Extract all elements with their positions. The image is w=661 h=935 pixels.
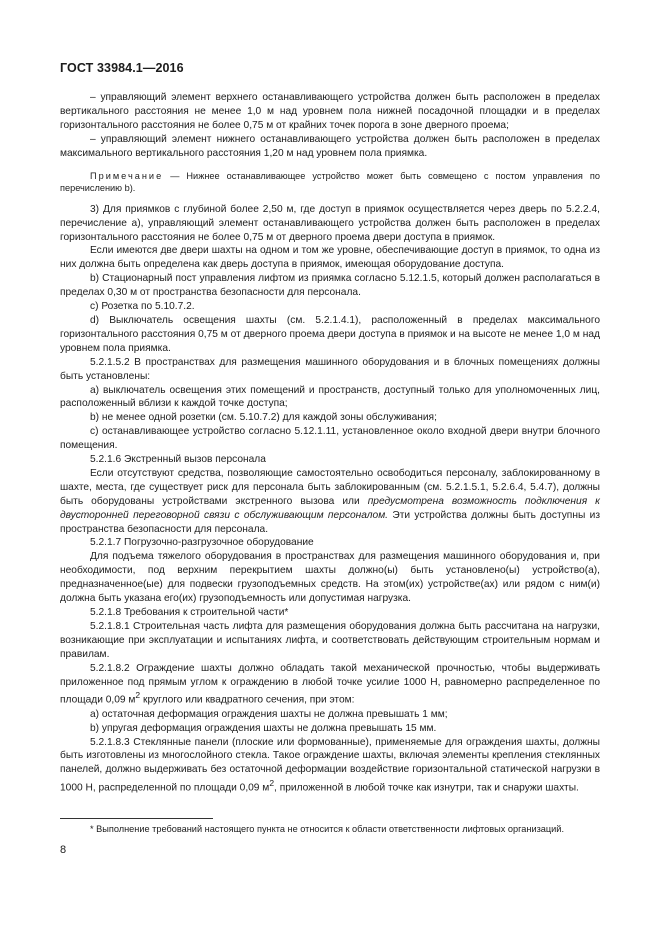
section-heading: 5.2.1.7 Погрузочно-разгрузочное оборудование (90, 537, 314, 549)
paragraph: c) останавливающее устройство согласно 5.12.1.11, установленное около входной двери внутри блочного помещения. (60, 426, 600, 452)
superscript: 2 (135, 690, 141, 701)
glass-paragraph (60, 736, 600, 796)
paragraph: c) Розетка по 5.10.7.2. (90, 301, 195, 313)
paragraph: 5.2.1.8.1 Строительная часть лифта для размещения оборудования должна быть рассчитана на нагрузки, возникающие при эксплуатации и испытаниях лифта, и соответствовать действующим строительным нормам и правилам. (60, 620, 600, 660)
superscript: 2 (269, 778, 275, 789)
footnote-divider (60, 818, 213, 819)
document-body (60, 91, 600, 796)
fence-text: 5.2.1.8.2 Ограждение шахты должно обладать такой механической прочностью, чтобы выдерживать приложенное под прямым углом к ограждению в любой точке усилие 1000 Н, равномерно распределенное по площади 0,09 м (60, 662, 600, 706)
emergency-text: Если отсутствуют средства, позволяющие самостоятельно освободиться персоналу, заблокированному в шахте, места, где существует риск для персонала быть заблокированным (см. 5.2.1.5.1, 5.2.6.4, 5.4.7), должны быть оборудованы устройствами экстренного вызова или (60, 467, 600, 507)
paragraph: b) упругая деформация ограждения шахты не должна превышать 15 мм. (90, 722, 437, 734)
paragraph: – управляющий элемент верхнего останавливающего устройства должен быть расположен в пределах вертикального расстояния не менее 1,0 м над уровнем пола нижней посадочной площадки и в пределах горизонтального расстояния не более 0,75 м от крайних точек порога в зоне дверного проема; (60, 92, 600, 131)
note (60, 170, 600, 195)
paragraph: 5.2.1.5.2 В пространствах для размещения машинного оборудования и в блочных помещениях должны быть установлены: (60, 356, 600, 382)
section-heading: 5.2.1.8 Требования к строительной части* (90, 607, 289, 618)
paragraph: Если имеются две двери шахты на одном и том же уровне, обеспечивающие доступ в приямок, то одна из них должна быть определена как дверь доступа в приямок, имеющая оборудование доступа. (60, 245, 600, 271)
emergency-text-end: Эти устройства должны быть доступны из пространства безопасности для персонала. (60, 509, 601, 535)
paragraph: а) остаточная деформация ограждения шахты не должна превышать 1 мм; (90, 708, 448, 720)
footnote: * Выполнение требований настоящего пункта не относится к области ответственности лифтовых организаций. (90, 824, 564, 834)
section-heading: 5.2.1.6 Экстренный вызов персонала (90, 454, 266, 466)
emergency-paragraph (60, 467, 600, 537)
paragraph: – управляющий элемент нижнего останавливающего устройства должен быть расположен в пределах максимального вертикального расстояния 1,20 м над уровнем пола приямка. (60, 133, 600, 159)
paragraph: а) выключатель освещения этих помещений и пространств, доступный только для уполномоченных лиц, расположенный вблизи к каждой точке доступа; (60, 384, 600, 410)
glass-text: 5.2.1.8.3 Стеклянные панели (плоские или формованные), применяемые для ограждения шахты, должны быть изготовлены из многослойного стекла. Такое ограждение шахты, включая элементы крепления стеклянных панелей, должно выдерживать без остаточной деформации воздействие горизонтальной статической нагрузки в 1000 Н, распределенной по площади 0,09 м (60, 736, 600, 794)
page-number: 8 (60, 844, 67, 856)
paragraph: b) не менее одной розетки (см. 5.10.7.2) для каждой зоны обслуживания; (90, 412, 437, 424)
fence-paragraph (60, 662, 600, 708)
paragraph: d) Выключатель освещения шахты (см. 5.2.1.4.1), расположенный в пределах максимального горизонтального расстояния 0,75 м от дверного проема двери доступа в приямок и на высоте не менее 1,0 м над уровнем пола приямка. (60, 314, 600, 354)
emergency-italic: предусмотрена возможность подключения к двусторонней переговорной связи с обслуживающим персоналом. (60, 495, 600, 521)
page-header: ГОСТ 33984.1—2016 (60, 61, 184, 75)
fence-text-end: круглого или квадратного сечения, при этом: (140, 694, 355, 706)
paragraph: 3) Для приямков с глубиной более 2,50 м, где доступ в приямок осуществляется через дверь по 5.2.2.4, перечисление а), управляющий элемент останавливающего устройства должен быть расположен в пределах горизонтального расстояния не более 0,75 м от дверного проема двери доступа в приямок. (60, 203, 600, 243)
note-label: Примечание (90, 170, 164, 181)
paragraph: b) Стационарный пост управления лифтом из приямка согласно 5.12.1.5, который должен располагаться в пределах 0,30 м от пространства безопасности для персонала. (60, 273, 600, 299)
glass-text-end: , приложенной в любой точке как изнутри, так и снаружи шахты. (274, 782, 579, 794)
paragraph: Для подъема тяжелого оборудования в пространствах для размещения машинного оборудования и, при необходимости, под верхним перекрытием шахты должно(ы) быть установлено(ы) устройство(а), предназначенное(ые) для подвески грузоподъемных средств. На этом(их) устройстве(ах) или рядом с ним(и) должна быть указана его(их) грузоподъемность или допустимая нагрузка. (60, 551, 600, 605)
note-text: — Нижнее останавливающее устройство может быть совмещено с постом управления по перечислению b). (60, 170, 600, 194)
